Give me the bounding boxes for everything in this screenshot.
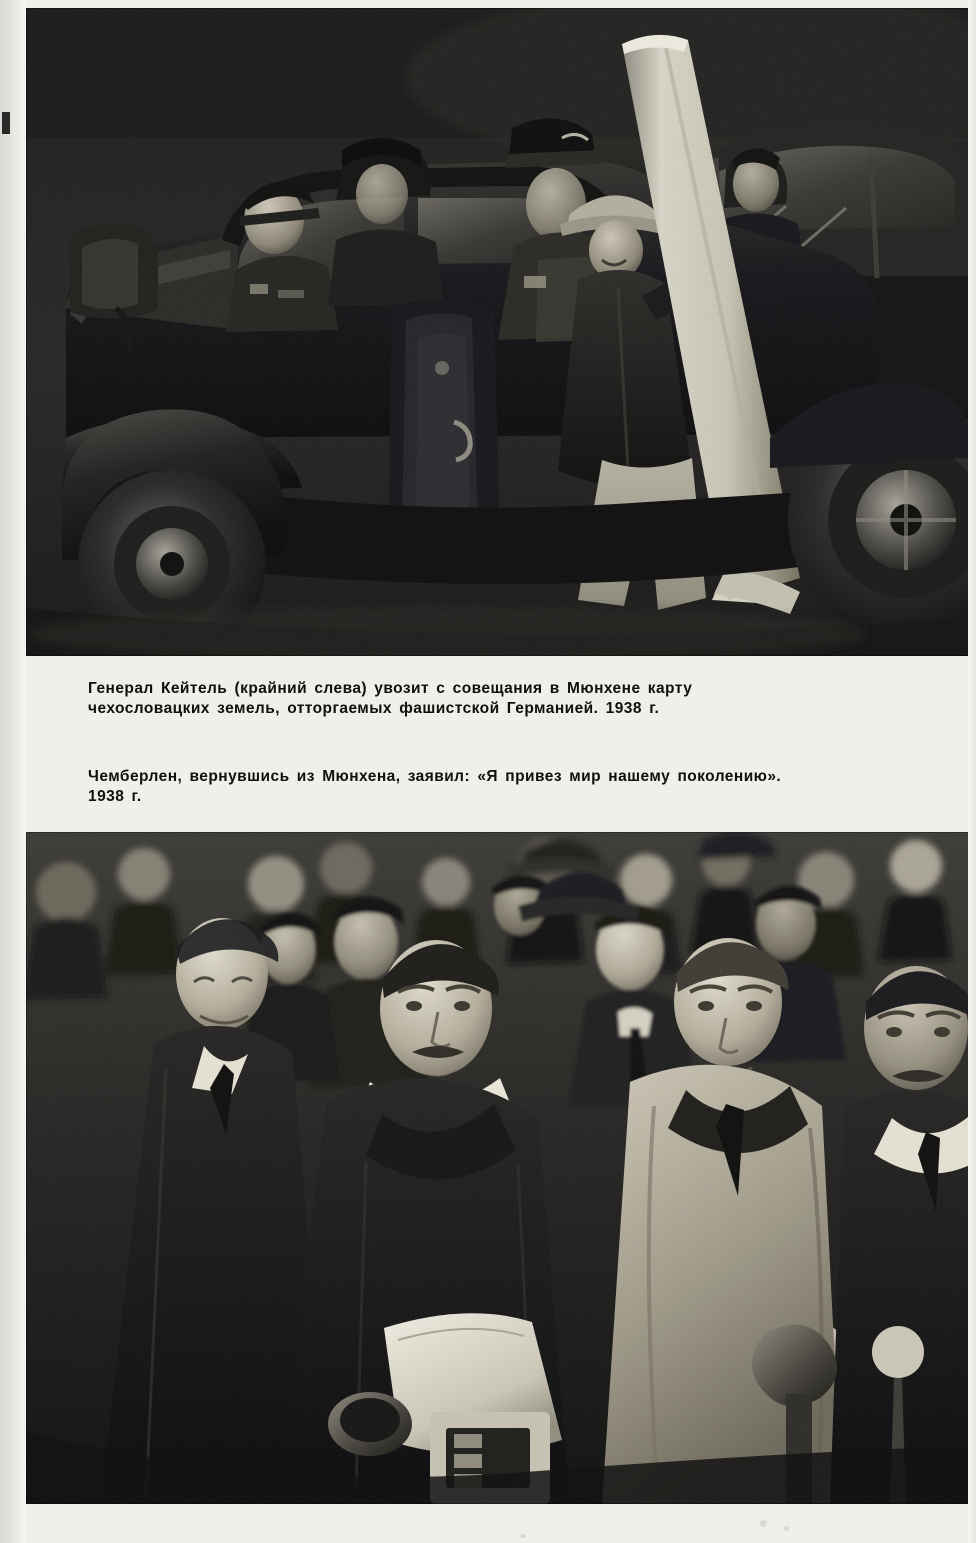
caption-keitel-line2: чехословацких земель, отторгаемых фашистской Германией. 1938 г. (88, 700, 660, 718)
page-left-edge (0, 0, 26, 1543)
page-right-edge (968, 0, 976, 1543)
photo-keitel-car (26, 8, 971, 656)
caption-keitel (88, 679, 768, 720)
page-edge-mark (2, 112, 10, 134)
paper-speck (784, 1526, 789, 1531)
paper-speck (520, 1534, 526, 1538)
caption-chamberlain-line1: Чемберлен, вернувшись из Мюнхена, заявил: «Я привез мир нашему поколению». (88, 768, 782, 785)
photo-keitel-car-image (26, 8, 971, 656)
photo-chamberlain-crowd-image (26, 832, 971, 1504)
caption-chamberlain (88, 767, 838, 808)
caption-keitel-line1: Генерал Кейтель (крайний слева) увозит с совещания в Мюнхене карту (88, 680, 693, 697)
paper-speck (760, 1520, 767, 1527)
caption-chamberlain-line2: 1938 г. (88, 788, 142, 806)
photo-chamberlain-crowd (26, 832, 971, 1504)
